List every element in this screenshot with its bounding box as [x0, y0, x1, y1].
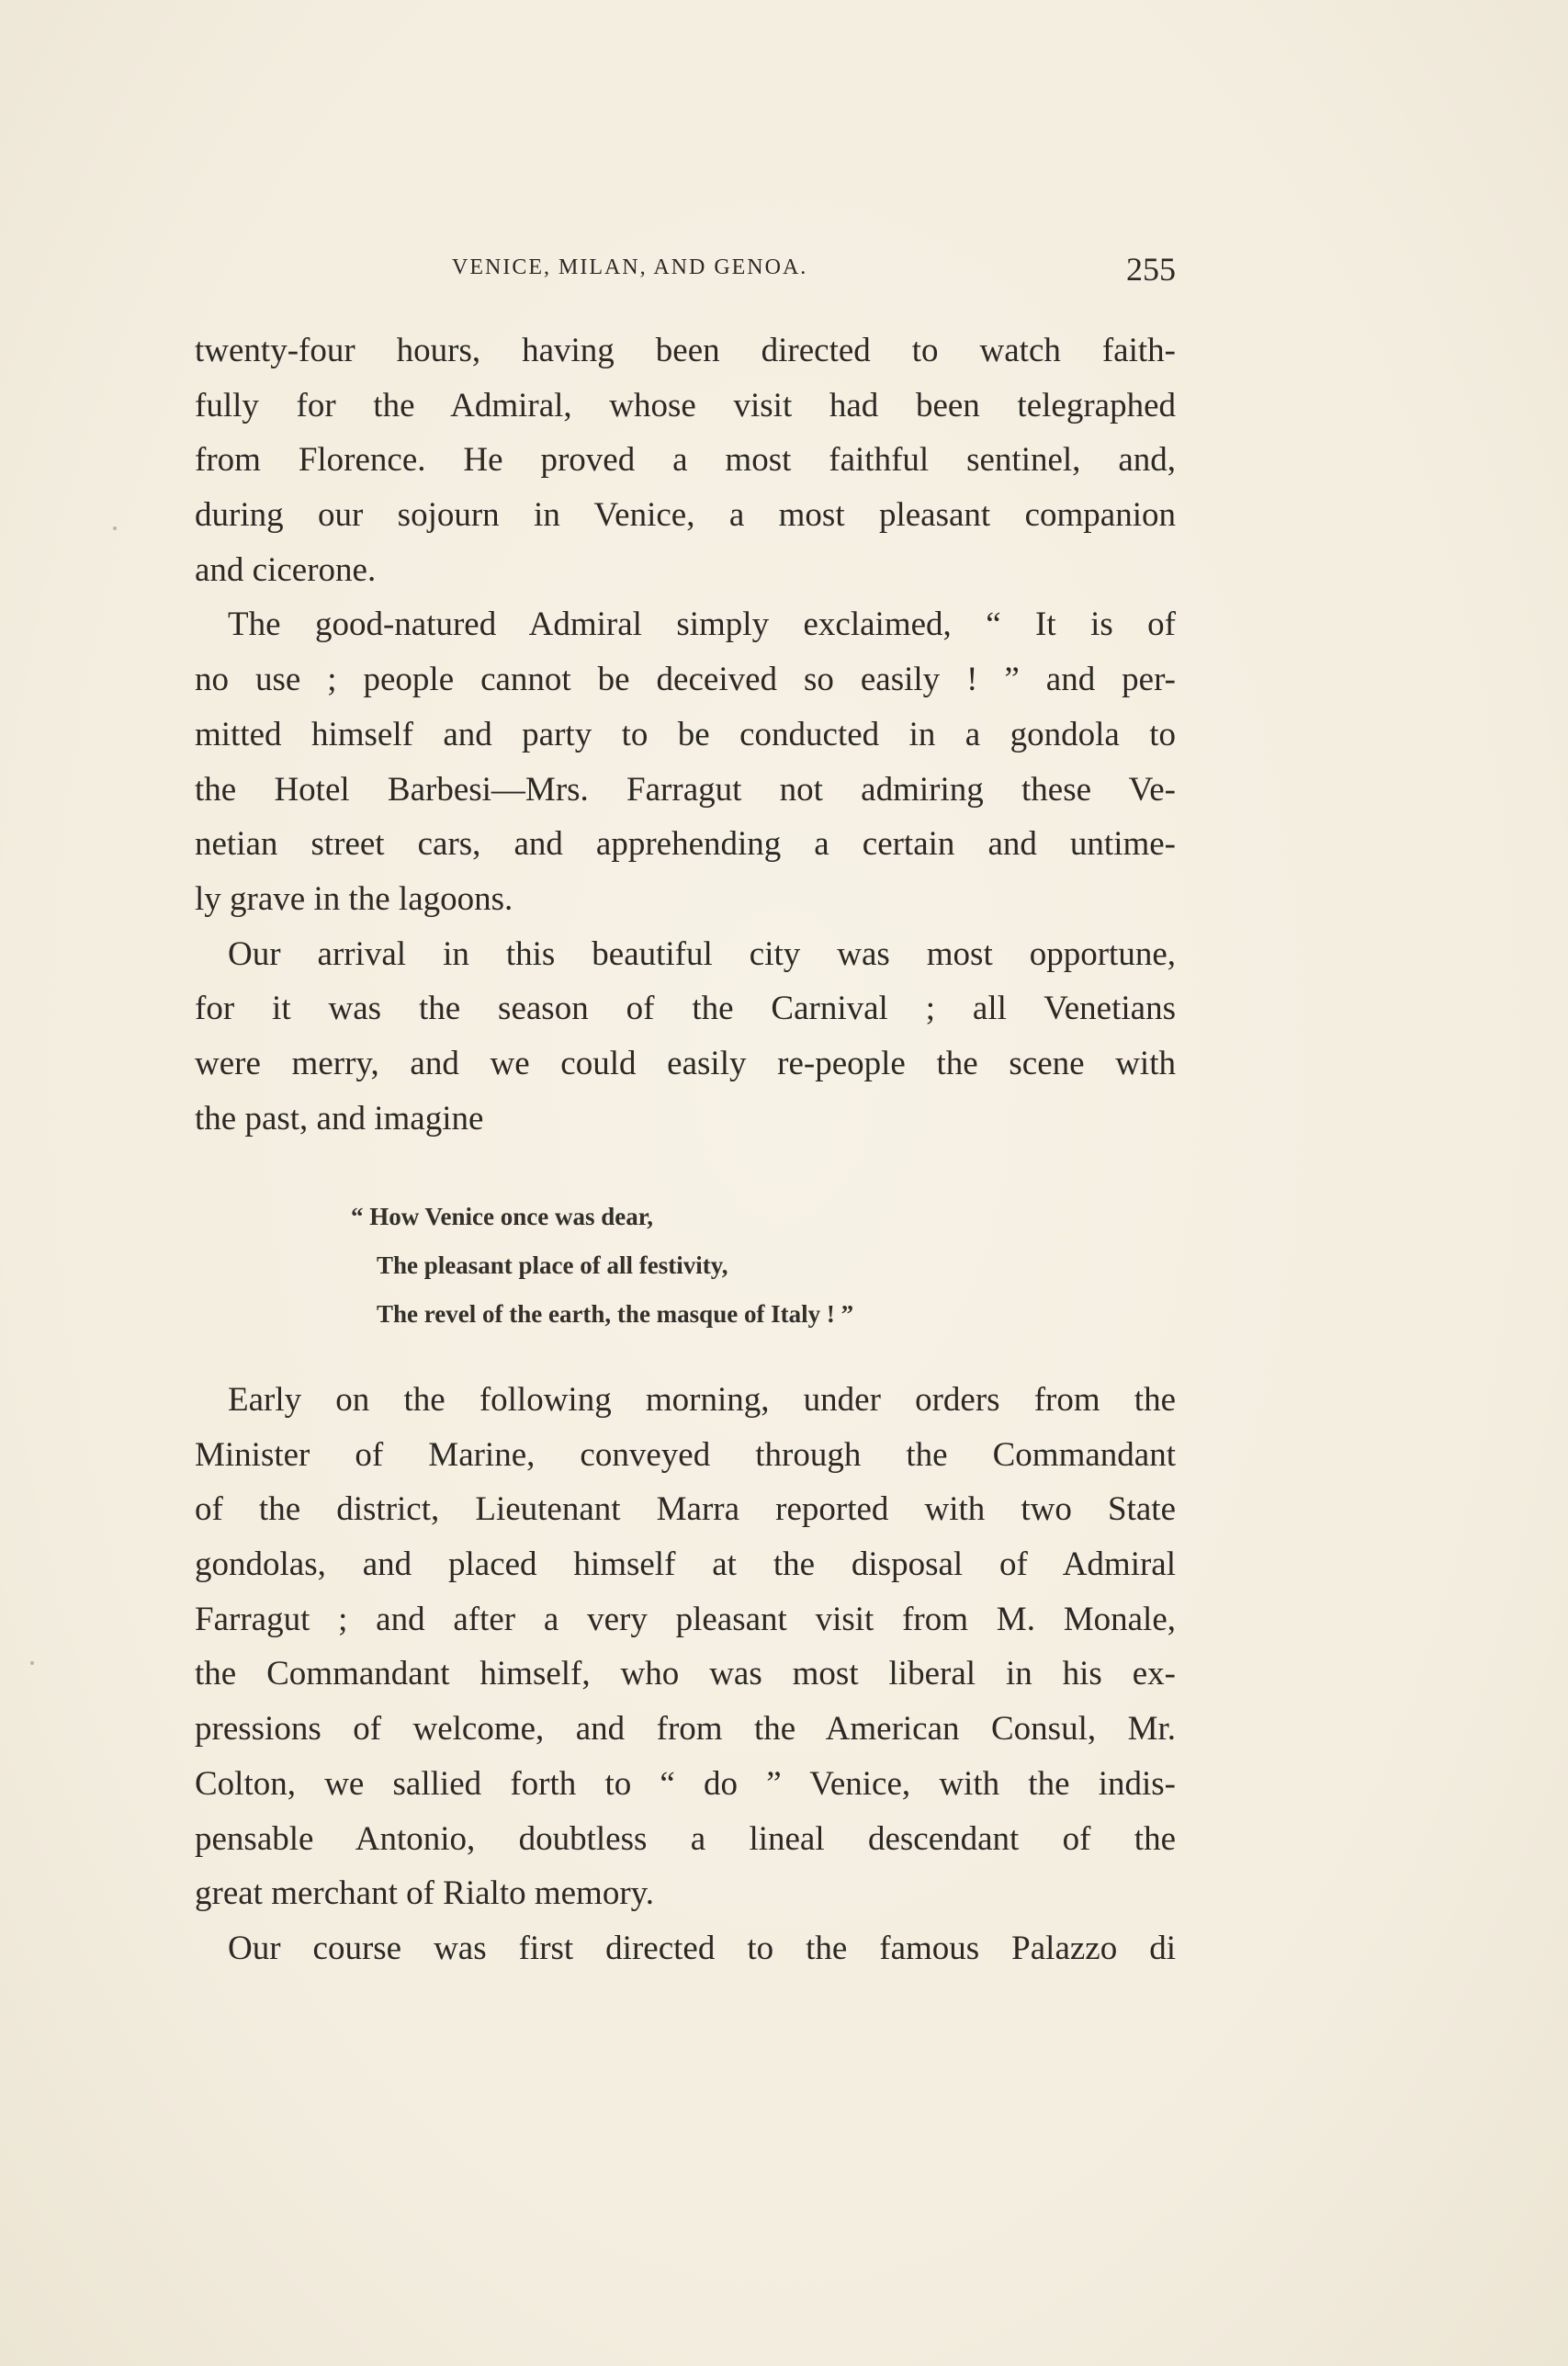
text-line: ly grave in the lagoons.	[195, 879, 513, 918]
text-line: Colton, we sallied forth to “ do ” Venice, with the indis-	[195, 1764, 1176, 1803]
text-line: pressions of welcome, and from the American Consul, Mr.	[195, 1710, 1176, 1749]
text-line: pensable Antonio, doubtless a lineal descendant of the	[195, 1819, 1176, 1858]
text-line: during our sojourn in Venice, a most pleasant companion	[195, 496, 1176, 535]
text-line: Our course was first directed to the famous Palazzo di	[228, 1929, 1176, 1967]
verse-quotation	[351, 1193, 853, 1339]
text-line: Farragut ; and after a very pleasant visit from M. Monale,	[195, 1600, 1176, 1638]
text-line: the Commandant himself, who was most liberal in his ex-	[195, 1655, 1176, 1693]
text-line: no use ; people cannot be deceived so easily ! ” and per-	[195, 661, 1176, 699]
text-line: netian street cars, and apprehending a certain and untime-	[195, 825, 1176, 864]
verse-line: The revel of the earth, the masque of Italy ! ”	[377, 1300, 854, 1328]
text-line: Our arrival in this beautiful city was most opportune,	[228, 934, 1176, 973]
text-line: and cicerone.	[195, 550, 377, 589]
paper-speck	[30, 1661, 34, 1665]
text-line: mitted himself and party to be conducted in a gondola to	[195, 715, 1176, 753]
page-number: 255	[1126, 251, 1176, 288]
verse-line: The pleasant place of all festivity,	[377, 1251, 728, 1279]
text-line: great merchant of Rialto memory.	[195, 1874, 655, 1913]
page-header	[195, 250, 1176, 296]
body-text-top	[195, 323, 1176, 1146]
text-line: gondolas, and placed himself at the disposal of Admiral	[195, 1545, 1176, 1584]
verse-line: “ How Venice once was dear,	[351, 1203, 653, 1230]
text-line: twenty-four hours, having been directed to watch faith-	[195, 332, 1176, 369]
text-line: for it was the season of the Carnival ; all Venetians	[195, 990, 1176, 1028]
text-line: from Florence. He proved a most faithful sentinel, and,	[195, 441, 1176, 480]
text-line: the past, and imagine	[195, 1099, 484, 1138]
text-line: fully for the Admiral, whose visit had been telegraphed	[195, 386, 1176, 425]
text-line: were merry, and we could easily re-people the scene with	[195, 1044, 1176, 1082]
text-line: Early on the following morning, under orders from the	[228, 1381, 1176, 1419]
body-text-bottom	[195, 1373, 1176, 1976]
paper-speck	[113, 526, 117, 530]
text-line: the Hotel Barbesi—Mrs. Farragut not admiring these Ve-	[195, 770, 1176, 809]
text-line: Minister of Marine, conveyed through the Commandant	[195, 1435, 1176, 1474]
running-head: VENICE, MILAN, AND GENOA.	[452, 255, 808, 279]
text-line: of the district, Lieutenant Marra reported with two State	[195, 1490, 1176, 1529]
text-line: The good-natured Admiral simply exclaimed, “ It is of	[228, 606, 1176, 644]
